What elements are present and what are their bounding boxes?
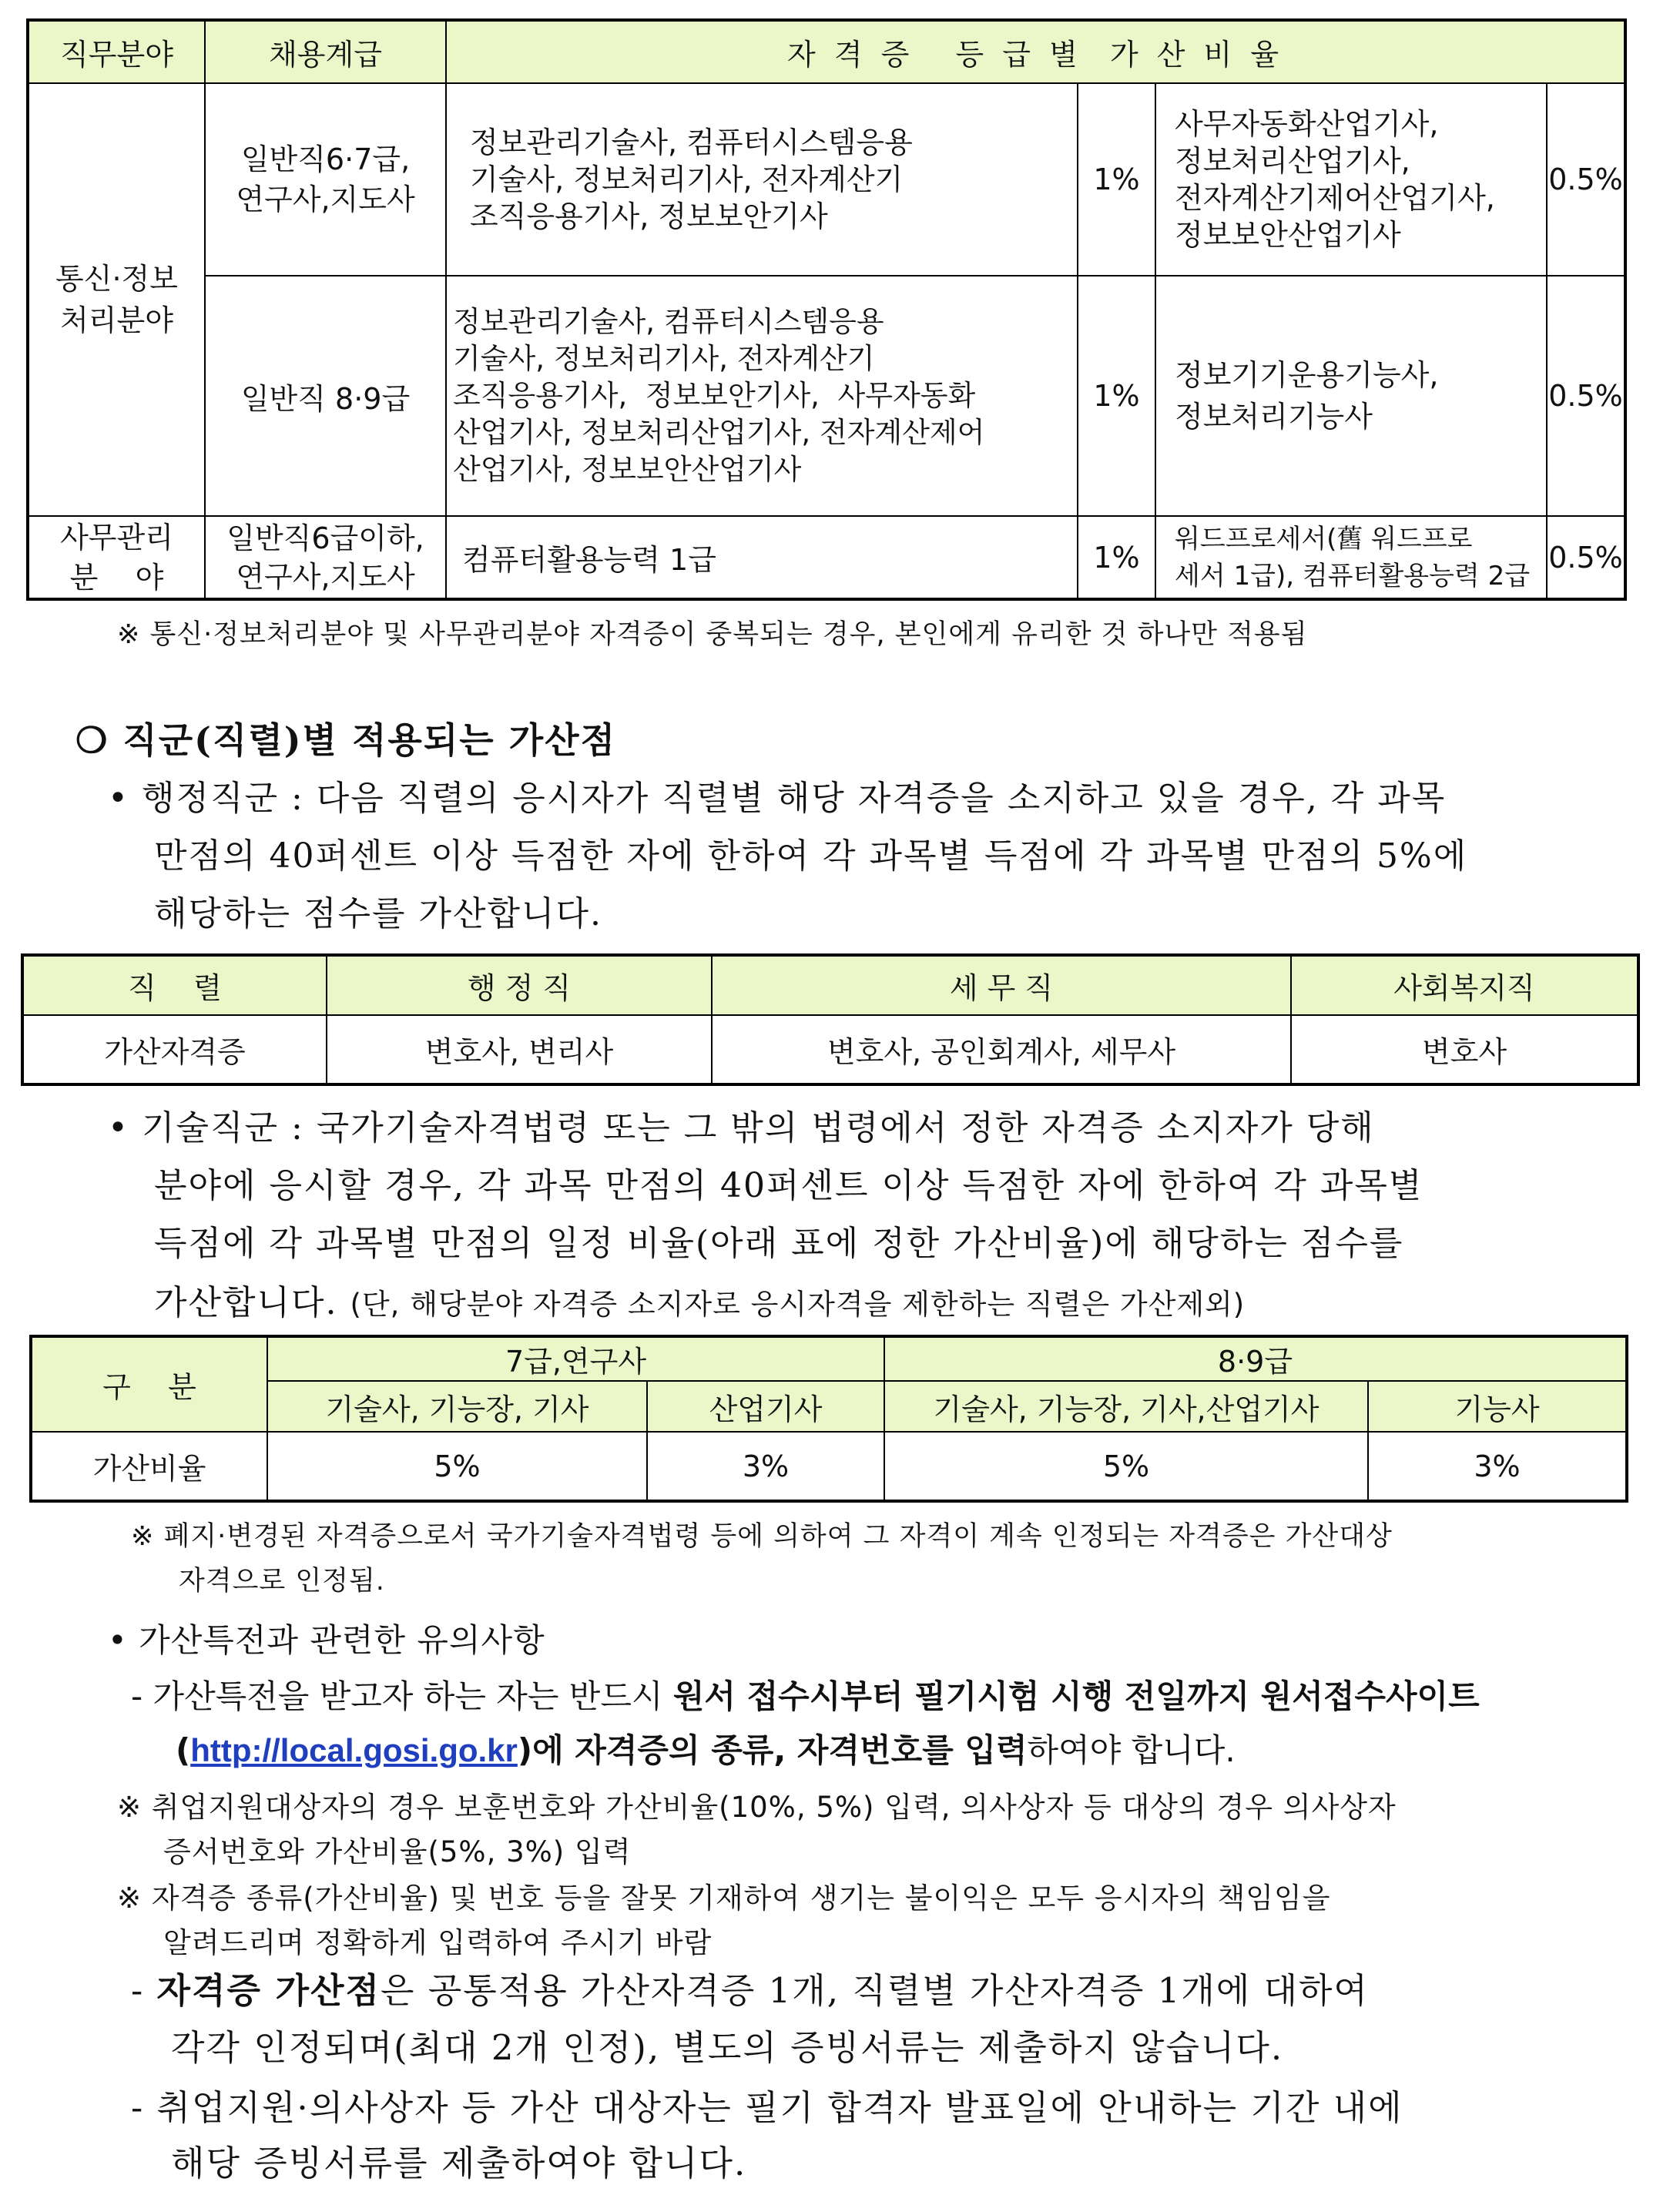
row-label: 가산자격증: [22, 1015, 327, 1084]
header-series: 직 렬: [22, 955, 327, 1015]
table-row-grade: 일반직6·7급, 연구사,지도사: [205, 83, 446, 276]
table-row-rate1: 1%: [1078, 83, 1155, 276]
header-field: 직무분야: [28, 20, 205, 83]
header-grade: 채용계급: [205, 20, 446, 83]
header-group-7: 7급,연구사: [267, 1336, 884, 1381]
tech-para-line: 득점에 각 과목별 만점의 일정 비율(아래 표에 정한 가산비율)에 해당하는 점수를: [154, 1224, 1404, 1263]
header-rate: 자 격 증 등 급 별 가 산 비 율: [446, 20, 1625, 83]
field-telecom: 통신·정보 처리분야: [28, 83, 205, 516]
rate-value: 5%: [267, 1432, 647, 1501]
admin-cert-table: [21, 953, 1640, 1086]
subheader: 기술사, 기능장, 기사,산업기사: [884, 1381, 1368, 1432]
caution-3-line: - 취업지원·의사상자 등 가산 대상자는 필기 합격자 발표일에 안내하는 기간 내에: [131, 2087, 1403, 2128]
rate-value: 5%: [884, 1432, 1368, 1501]
tech-para-line: • 기술직군 : 국가기술자격법령 또는 그 밖의 법령에서 정한 자격증 소지자가 당해: [108, 1108, 1375, 1148]
subheader: 기능사: [1368, 1381, 1627, 1432]
admin-para-line: • 행정직군 : 다음 직렬의 응시자가 직렬별 해당 자격증을 소지하고 있을 경우, 각 과목: [108, 779, 1447, 818]
caution-2-rest: 은 공통적용 가산자격증 1개, 직렬별 가산자격증 1개에 대하여: [381, 1970, 1369, 2011]
table-row-rate1: 1%: [1078, 276, 1155, 516]
caution-1-bold2: )에 자격증의 종류, 자격번호를 입력: [517, 1731, 1028, 1769]
header-welfare: 사회복지직: [1291, 955, 1638, 1015]
certificate-rate-table: [26, 18, 1627, 601]
rate-value: 3%: [1368, 1432, 1627, 1501]
caution-3-line: 해당 증빙서류를 제출하여야 합니다.: [171, 2143, 747, 2183]
cert-welfare: 변호사: [1291, 1015, 1638, 1084]
note2-line: ※ 취업지원대상자의 경우 보훈번호와 가산비율(10%, 5%) 입력, 의사상자 등 대상의 경우 의사상자: [117, 1791, 1397, 1824]
header-tax: 세 무 직: [712, 955, 1291, 1015]
note2-line: 증서번호와 가산비율(5%, 3%) 입력: [163, 1835, 632, 1868]
rate-value: 3%: [647, 1432, 884, 1501]
tech-para-exception: (단, 해당분야 자격증 소지자로 응시자격을 제한하는 직렬은 가산제외): [350, 1288, 1246, 1321]
caution-2: [131, 1962, 1369, 2012]
dash: -: [131, 1970, 157, 2011]
table-row-rate2: 0.5%: [1547, 516, 1625, 599]
caution-1-prefix: - 가산특전을 받고자 하는 자는 반드시: [131, 1677, 673, 1715]
table-row-rate1: 1%: [1078, 516, 1155, 599]
tech-para-line: 가산합니다.: [154, 1283, 350, 1322]
table3-note-line: ※ 폐지·변경된 자격증으로서 국가기술자격법령 등에 의하여 그 자격이 계속 인정되는 자격증은 가산대상: [131, 1521, 1393, 1552]
section-title: ❍ 직군(직렬)별 적용되는 가산점: [75, 719, 617, 761]
caution-2-bold: 자격증 가산점: [156, 1970, 381, 2011]
note2-line: 알려드리며 정확하게 입력하여 주시기 바람: [163, 1926, 713, 1959]
note2-line: ※ 자격증 종류(가산비율) 및 번호 등을 잘못 기재하여 생기는 불이익은 모두 응시자의 책임임을: [117, 1882, 1331, 1915]
tech-rate-table: [29, 1335, 1628, 1503]
table-row-cert2: 사무자동화산업기사, 정보처리산업기사, 전자계산기제어산업기사, 정보보안산업기사: [1155, 83, 1547, 276]
gosi-link[interactable]: http://local.gosi.go.kr: [190, 1732, 518, 1768]
cert-tax: 변호사, 공인회계사, 세무사: [712, 1015, 1291, 1084]
header-admin: 행 정 직: [327, 955, 712, 1015]
cert-admin: 변호사, 변리사: [327, 1015, 712, 1084]
table-row-grade: 일반직 8·9급: [205, 276, 446, 516]
table-row-cert1: 정보관리기술사, 컴퓨터시스템응용 기술사, 정보처리기사, 전자계산기 조직응용기사, 정보보안기사, 사무자동화 산업기사, 정보처리산업기사, 전자계산제어 산업기사, 정보보안산업기사: [446, 276, 1078, 516]
table3-note-line: 자격으로 인정됨.: [179, 1566, 385, 1597]
header-group-89: 8·9급: [884, 1336, 1627, 1381]
field-office: 사무관리 분 야: [28, 516, 205, 599]
table-row-cert1: 컴퓨터활용능력 1급: [446, 516, 1078, 599]
table-row-cert1: 정보관리기술사, 컴퓨터시스템응용 기술사, 정보처리기사, 전자계산기 조직응용기사, 정보보안기사: [446, 83, 1078, 276]
caution-1: [131, 1671, 1480, 1718]
table-row-cert2: 워드프로세서(舊 워드프로 세서 1급), 컴퓨터활용능력 2급: [1155, 516, 1547, 599]
subheader: 기술사, 기능장, 기사: [267, 1381, 647, 1432]
caution-1-line2: [176, 1725, 1236, 1771]
caution-title: • 가산특전과 관련한 유의사항: [108, 1621, 545, 1659]
caution-1-suffix: 하여야 합니다.: [1027, 1731, 1236, 1769]
table-row-rate2: 0.5%: [1547, 276, 1625, 516]
caution-1-bold: 원서 접수시부터 필기시험 시행 전일까지 원서접수사이트: [672, 1677, 1480, 1715]
table-row-grade: 일반직6급이하, 연구사,지도사: [205, 516, 446, 599]
table1-note: ※ 통신·정보처리분야 및 사무관리분야 자격증이 중복되는 경우, 본인에게 유리한 것 하나만 적용됨: [117, 619, 1308, 650]
header-corner: 구 분: [31, 1336, 267, 1432]
caution-2-line2: 각각 인정되며(최대 2개 인정), 별도의 증빙서류는 제출하지 않습니다.: [171, 2027, 1284, 2068]
admin-para-line: 해당하는 점수를 가산합니다.: [154, 894, 603, 933]
row-label: 가산비율: [31, 1432, 267, 1501]
table-row-rate2: 0.5%: [1547, 83, 1625, 276]
tech-para-line: 분야에 응시할 경우, 각 과목 만점의 40퍼센트 이상 득점한 자에 한하여 각 과목별: [154, 1166, 1423, 1205]
paren-open: (: [176, 1731, 191, 1769]
admin-para-line: 만점의 40퍼센트 이상 득점한 자에 한하여 각 과목별 득점에 각 과목별 만점의 5%에: [154, 836, 1468, 876]
subheader: 산업기사: [647, 1381, 884, 1432]
table-row-cert2: 정보기기운용기능사, 정보처리기능사: [1155, 276, 1547, 516]
